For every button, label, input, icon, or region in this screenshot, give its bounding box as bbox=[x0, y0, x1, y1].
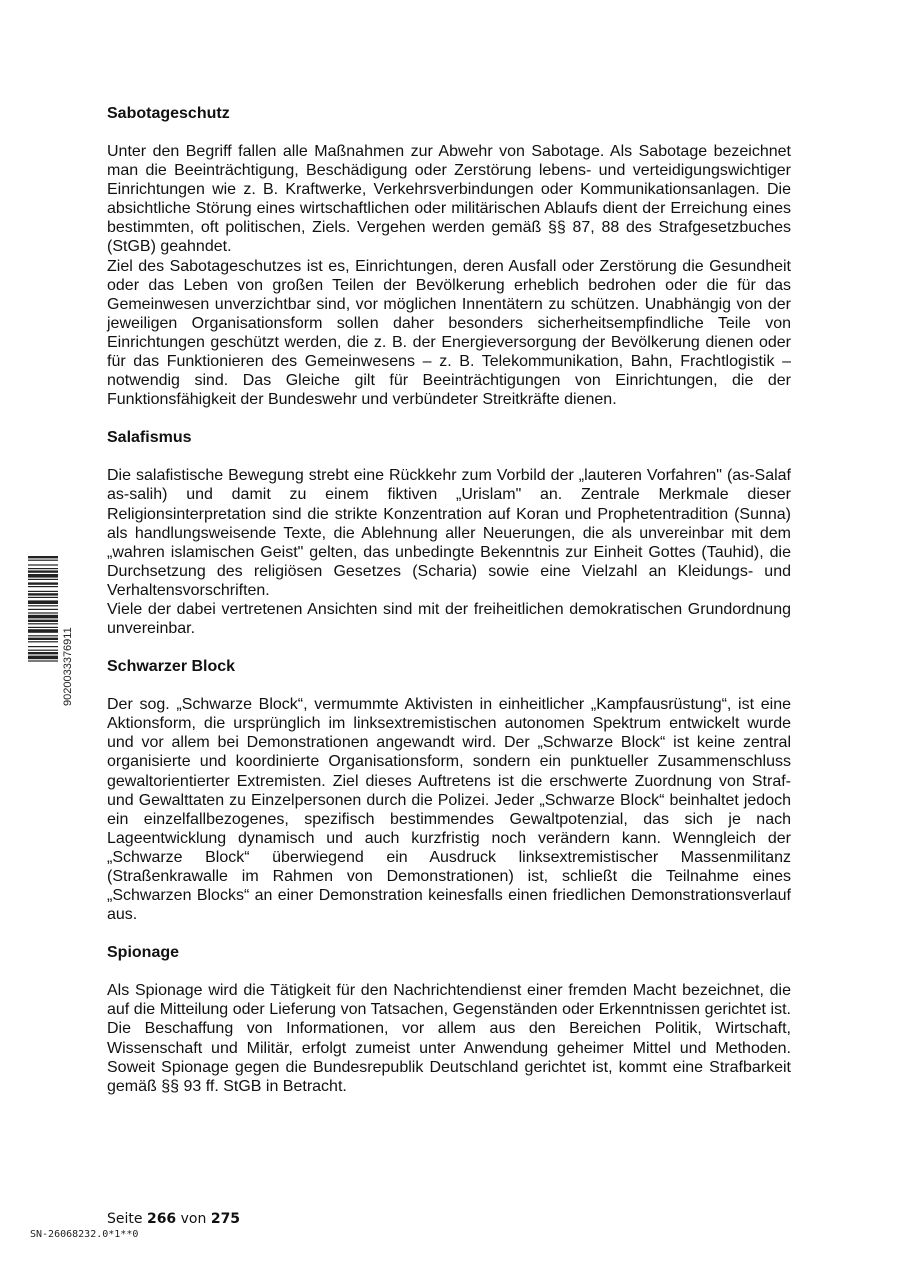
page-footer bbox=[107, 1211, 240, 1227]
barcode-bar bbox=[28, 586, 58, 587]
barcode-bar bbox=[28, 646, 58, 647]
barcode-bar bbox=[28, 629, 58, 633]
barcode-bar bbox=[28, 600, 58, 604]
section-spionage bbox=[107, 943, 791, 1096]
paragraph: Als Spionage wird die Tätigkeit für den Nachrichtendienst einer fremden Macht bezeichnet, die auf die Mitteilung oder Lieferung von Tatsachen, Gegenständen oder Erkenntnissen gerichtet ist. Die Beschaffung von Informationen, vor allem aus den Bereichen Politik, Wirtschaft, Wissenschaft und Militär, erfolgt zumeist unter Anwendung geheimer Mittel und Methoden. Soweit Spionage gegen die Bundesrepublik Deutschland gerichtet ist, kommt eine Strafbarkeit gemäß §§ 93 ff. StGB in Betracht. bbox=[107, 982, 791, 1095]
barcode-bar bbox=[28, 641, 58, 642]
barcode-bar bbox=[28, 564, 58, 565]
paragraph: Der sog. „Schwarze Block“, vermummte Aktivisten in einheitlicher „Kampfausrüstung“, ist eine Aktionsform, die ursprünglich im linksextremistischen autonomen Spektrum entwickelt wurde und vor allem bei Demonstrationen angewandt wird. Der „Schwarze Block“ ist keine zentral organisierte und koordinierte Organisationsform, sondern ein punktueller Zusammenschluss gewaltorientierter Extremisten. Ziel dieses Auftretens ist die erschwerte Zuordnung von Straf- und Gewalttaten zu Einzelpersonen durch die Polizei. Jeder „Schwarze Block“ beinhaltet jedoch ein einzelfallbezogenes, spezifisch bestimmendes Gewaltpotenzial, das sich je nach Lageentwicklung dynamisch und auch kurzfristig noch verändern kann. Wenngleich der „Schwarze Block“ überwiegend ein Ausdruck linksextremistischer Massenmilitanz (Straßenkrawalle im Rahmen von Demonstrationen) ist, schließt die Teilnahme eines „Schwarzen Blocks“ an einer Demonstration keinesfalls einen friedlichen Demonstrationsverlauf aus. bbox=[107, 696, 791, 924]
barcode-bar bbox=[28, 623, 58, 624]
page-label: Seite bbox=[107, 1211, 143, 1227]
paragraph: Viele der dabei vertretenen Ansichten sind mit der freiheitlichen demokratischen Grundordnung unvereinbar. bbox=[107, 600, 791, 638]
section-sabotageschutz bbox=[107, 104, 791, 409]
section-heading: Sabotageschutz bbox=[107, 105, 230, 122]
barcode-bar bbox=[28, 635, 58, 636]
paragraph: Unter den Begriff fallen alle Maßnahmen zur Abwehr von Sabotage. Als Sabotage bezeichnet man die Beeinträchtigung, Beschädigung oder Zerstörung lebens- und verteidigungswichtiger Einrichtungen wie z. B. Kraftwerke, Verkehrsverbindungen oder Kommunikationsanlagen. Die absichtliche Störung eines wirtschaftlichen oder militärischen Ablaufs dient der Erreichung eines bestimmten, oft politischen, Ziels. Vergehen werden gemäß §§ 87, 88 des Strafgesetzbuches (StGB) geahndet. bbox=[107, 143, 791, 256]
barcode bbox=[28, 556, 72, 706]
barcode-bar bbox=[28, 591, 58, 592]
barcode-bar bbox=[28, 612, 58, 613]
barcode-bar bbox=[28, 556, 58, 558]
barcode-bar bbox=[28, 568, 58, 569]
barcode-bar bbox=[28, 560, 58, 561]
page-total: 275 bbox=[210, 1211, 241, 1227]
barcode-bar bbox=[28, 650, 58, 651]
document-body bbox=[107, 104, 791, 1115]
section-heading: Schwarzer Block bbox=[107, 658, 236, 676]
section-heading: Salafismus bbox=[107, 429, 192, 447]
barcode-bar bbox=[28, 582, 58, 584]
section-schwarzer-block bbox=[107, 657, 791, 924]
barcode-bar bbox=[28, 652, 58, 654]
section-heading: Spionage bbox=[107, 944, 180, 962]
document-id: SN-26068232.0*1**0 bbox=[30, 1229, 139, 1240]
barcode-bar bbox=[28, 605, 58, 606]
paragraph: Die salafistische Bewegung strebt eine Rückkehr zum Vorbild der „lauteren Vorfahren" (as-Salaf as-salih) und damit zu einem fiktiven „Urislam" an. Zentrale Merkmale dieser Religionsinterpretation sind die strikte Konzentration auf Koran und Prophetentradition (Sunna) als handlungsweisende Texte, die Ablehnung aller Neuerungen, die als unvereinbar mit dem „wahren islamischen Geist" gelten, das unbedingte Bekenntnis zur Einheit Gottes (Tauhid), die Durchsetzung des religiösen Gesetzes (Scharia) sowie eine Vielzahl an Kleidungs- und Verhaltensvorschriften. bbox=[107, 467, 791, 599]
section-salafismus bbox=[107, 428, 791, 638]
barcode-bar bbox=[28, 615, 58, 619]
barcode-bar bbox=[28, 570, 58, 572]
paragraph: Ziel des Sabotageschutzes ist es, Einrichtungen, deren Ausfall oder Zerstörung die Gesundheit oder das Leben von großen Teilen der Bevölkerung erheblich bedrohen oder die für das Gemeinwesen unverzichtbar sind, vor möglichen Innentätern zu schützen. Unabhängig von der jeweiligen Organisationsform sollen daher besonders sicherheitsempfindliche Teile von Einrichtungen geschützt werden, die z. B. der Energieversorgung der Bevölkerung dienen oder für das Funktionieren des Gemeinwesens – z. B. Telekommunikation, Bahn, Frachtlogistik – notwendig sind. Das Gleiche gilt für Beeinträchtigungen von Einrichtungen, die der Funktionsfähigkeit der Bundeswehr und verbündeter Streitkräfte dienen. bbox=[107, 257, 791, 409]
barcode-bar bbox=[28, 660, 58, 661]
barcode-bar bbox=[28, 627, 58, 628]
barcode-bar bbox=[28, 620, 58, 622]
barcode-bar bbox=[28, 638, 58, 640]
barcode-number: 9020033376911 bbox=[62, 627, 74, 706]
barcode-bar bbox=[28, 597, 58, 598]
barcode-bar bbox=[28, 609, 58, 610]
barcode-bar bbox=[28, 656, 58, 660]
page-number: 266 bbox=[146, 1211, 177, 1227]
barcode-bar bbox=[28, 579, 58, 580]
barcode-bar bbox=[28, 574, 58, 578]
barcode-bars bbox=[28, 556, 58, 662]
page-separator: von bbox=[180, 1211, 207, 1227]
barcode-bar bbox=[28, 593, 58, 595]
